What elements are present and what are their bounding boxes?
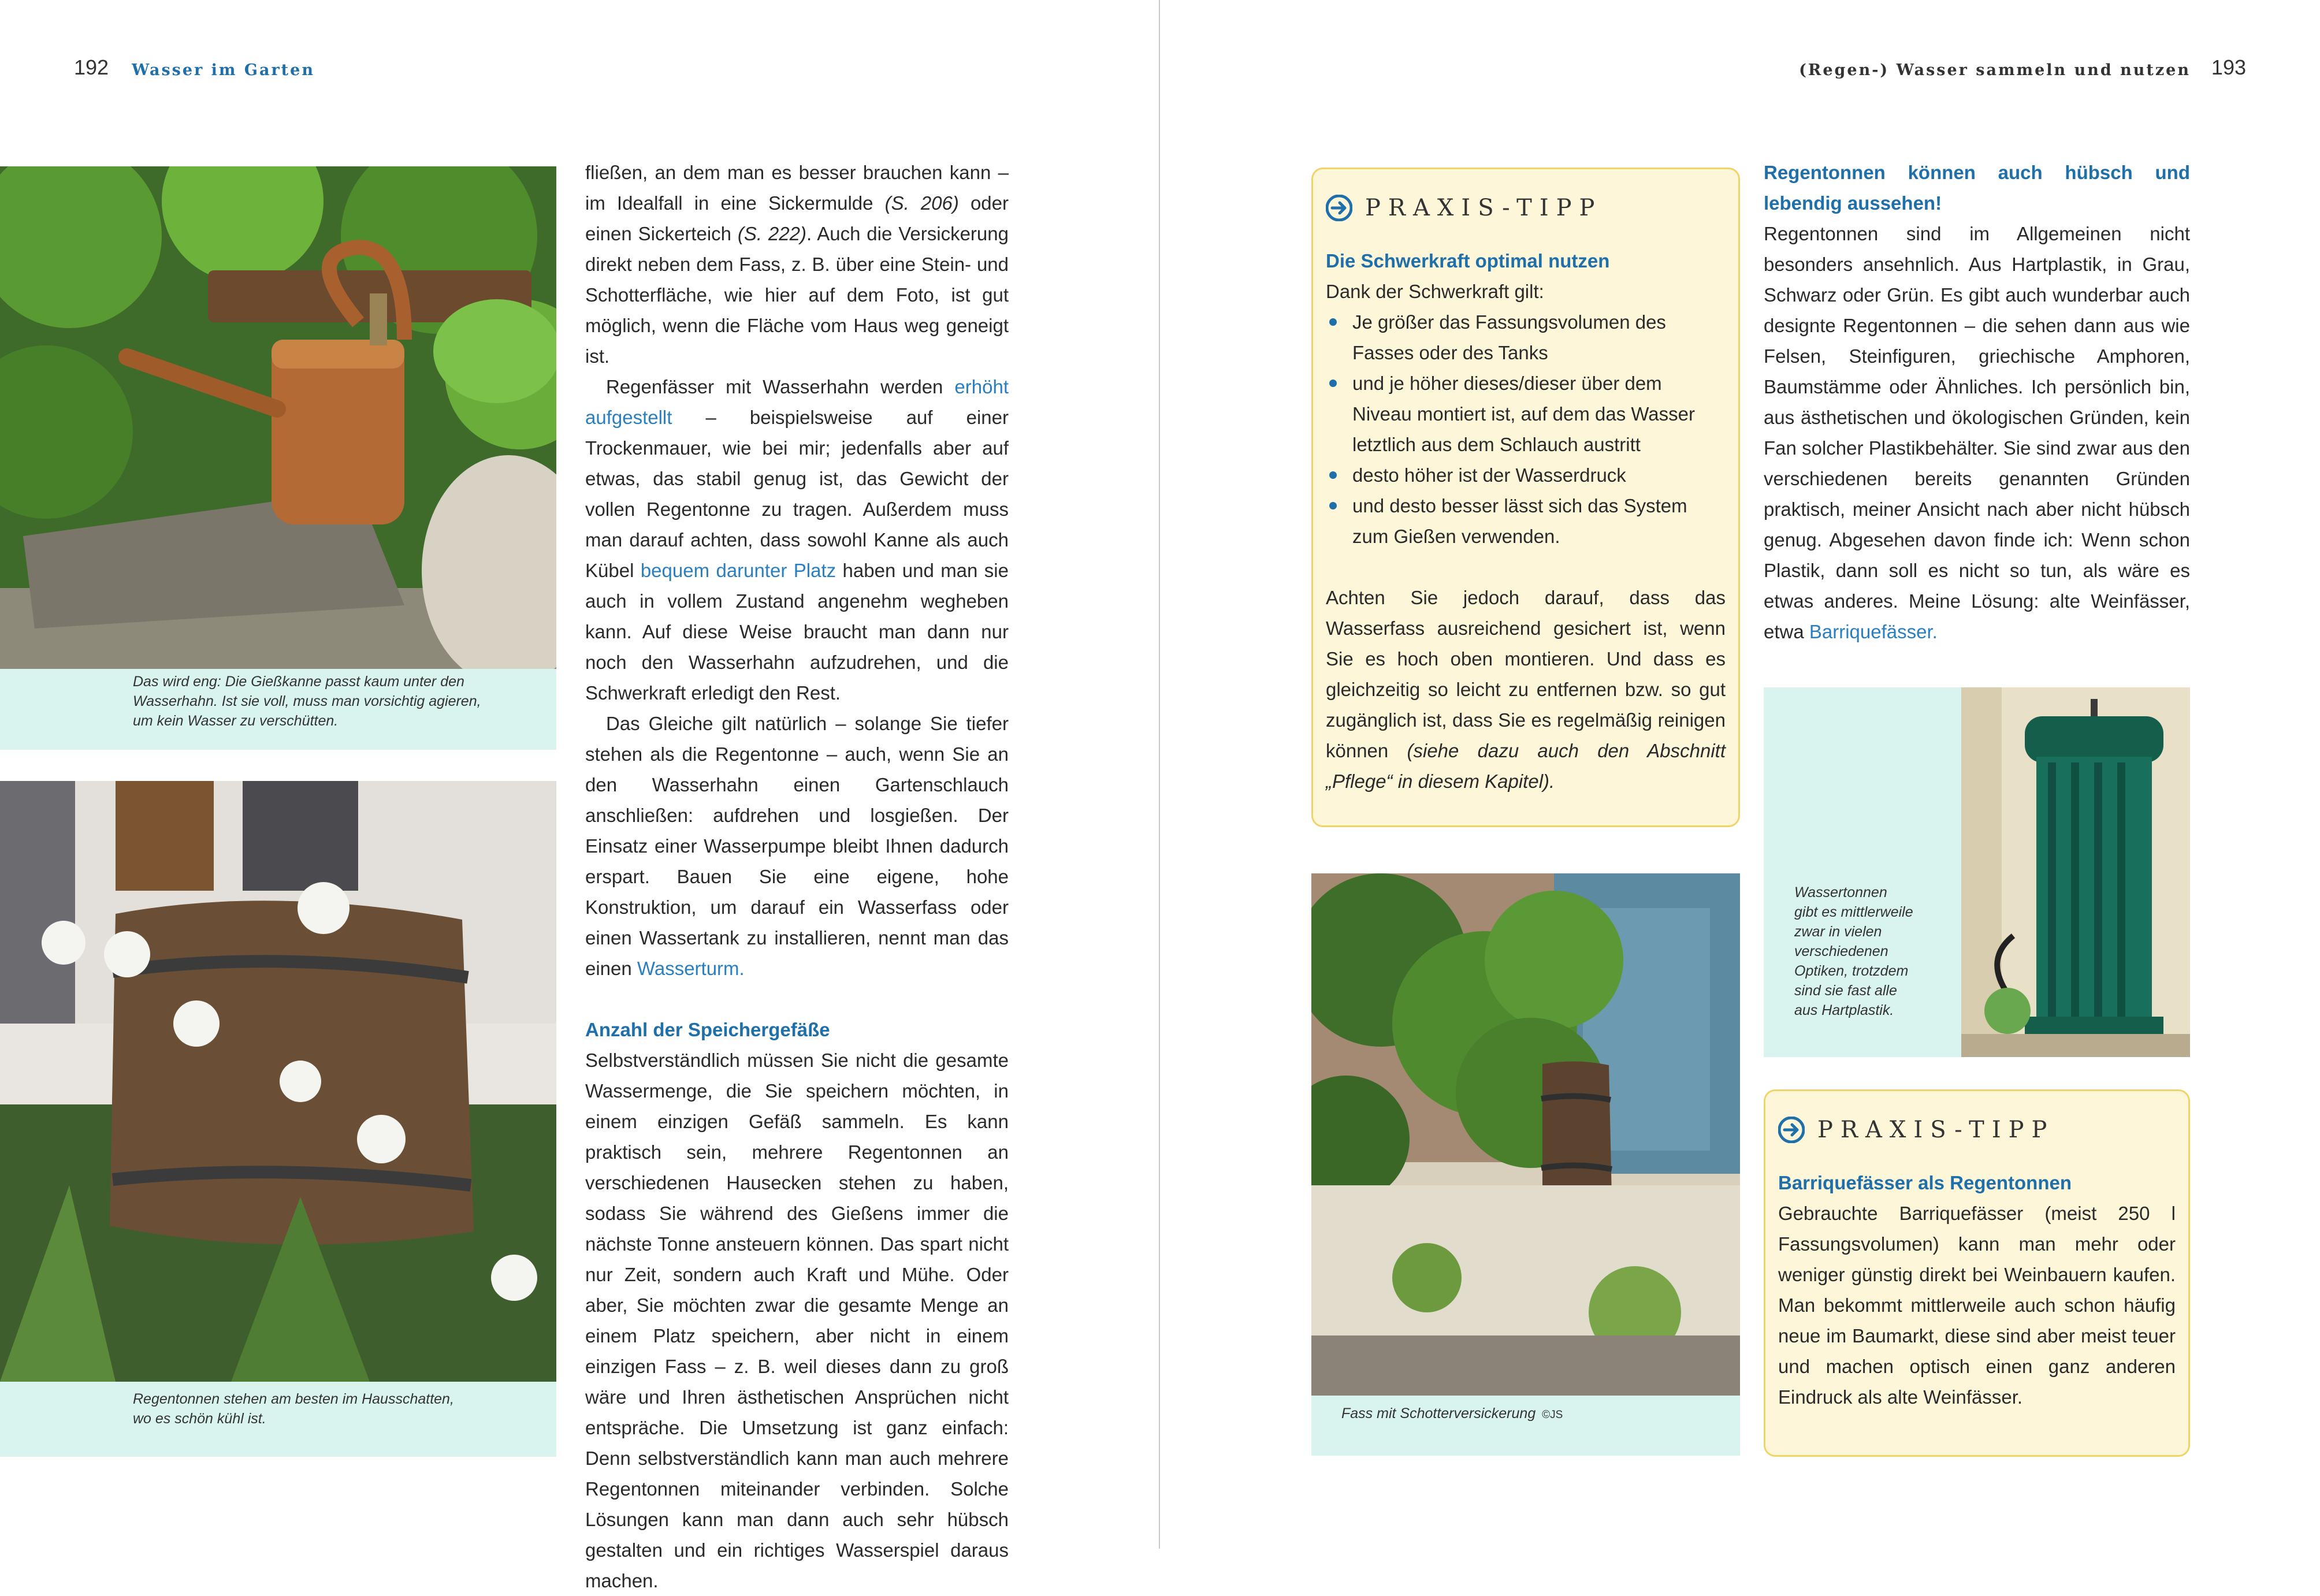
- photo-credit: ©JS: [1542, 1409, 1563, 1421]
- left-page: [0, 0, 1160, 1591]
- arrow-right-icon: [1778, 1117, 1805, 1143]
- caption-line: um kein Wasser zu verschütten.: [133, 713, 339, 729]
- photo-barrel-gravel: [1311, 873, 1740, 1396]
- tip-bullet: und je höher dieses/dieser über dem Niveau montiert ist, auf dem das Wasser letztlich aus dem Schlauch austritt: [1326, 368, 1726, 460]
- tip-title: Barriquefässer als Regentonnen: [1778, 1172, 2072, 1193]
- caption-line: wo es schön kühl ist.: [133, 1411, 266, 1427]
- caption-rain-barrel: [1794, 883, 1956, 1020]
- term-link[interactable]: bequem darunter Platz: [640, 560, 836, 581]
- tip-bullet: Je größer das Fassungsvolumen des Fasses oder des Tanks: [1326, 307, 1726, 368]
- running-head-left: Wasser im Garten: [132, 61, 315, 79]
- running-head-right: (Regen-) Wasser sammeln und nutzen: [1799, 61, 2191, 79]
- tip-intro: Dank der Schwerkraft gilt:: [1326, 281, 1544, 302]
- photo-barrel-house: [0, 781, 556, 1382]
- caption-line: Optiken, trotzdem: [1794, 963, 1909, 979]
- paragraph: Das Gleiche gilt natürlich – solange Sie tiefer stehen als die Regentonne – auch, wenn Sie an den Wasserhahn einen Gartenschlauch anschließen: aufdrehen und losgießen. Der Einsatz einer Wasserpumpe bleibt Ihnen dadurch erspart. Bauen Sie eine eigene, hohe Konstruktion, um darauf ein Wasserfass oder einen Wassertank zu installieren, nennt man das einen Wasserturm.: [585, 713, 1009, 979]
- page-number-right: 193: [2211, 55, 2246, 79]
- section-heading: Regentonnen können auch hübsch und lebendig aussehen!: [1764, 162, 2190, 214]
- tip-text: Gebrauchte Barriquefässer (meist 250 l Fassungsvolumen) kann man mehr oder weniger günstig direkt bei Weinbauern kaufen. Man bekommt mittlerweile auch schon häufig neue im Baumarkt, diese sind aber meist teuer und machen optisch einen ganz anderen Eindruck als alte Weinfässer.: [1778, 1203, 2176, 1408]
- caption-line: Regentonnen stehen am besten im Hausschatten,: [133, 1391, 454, 1407]
- praxis-tipp-box-2: [1764, 1089, 2190, 1457]
- page-reference: (S. 206): [884, 192, 959, 214]
- photo-rain-barrel: [1961, 687, 2190, 1057]
- paragraph: Regentonnen sind im Allgemeinen nicht besonders ansehnlich. Aus Hartplastik, in Grau, Schwarz oder Grün. Es gibt auch wunderbar auch designte Regentonnen – die sehen dann aus wie Felsen, Steinfiguren, griechische Amphoren, Baumstämme oder Ähnliches. Ich persönlich bin, aus ästhetischen und ökologischen Gründen, kein Fan solcher Plastikbehälter. Sie sind zwar aus den verschiedenen bereits genannten Gründen praktisch, meiner Ansicht nach aber nicht hübsch genug. Abgesehen davon finde ich: Wenn schon Plastik, dann soll es nicht so tun, als wäre es etwas anderes. Meine Lösung: alte Weinfässer, etwa Barriquefässer.: [1764, 223, 2190, 642]
- caption-line: aus Hartplastik.: [1794, 1002, 1894, 1018]
- term-link[interactable]: Wasserturm.: [637, 958, 745, 979]
- photo-rain-barrel-image: [1961, 687, 2190, 1057]
- photo-watering-can-image: [0, 166, 556, 669]
- text-column-left: [585, 157, 1009, 1596]
- caption-barrel-gravel: Fass mit Schotterversickerung ©JS: [1341, 1405, 1563, 1422]
- tip-label: PRAXIS-TIPP: [1365, 195, 1603, 221]
- caption-line: zwar in vielen: [1794, 924, 1882, 940]
- tip-body: [1778, 1167, 2176, 1412]
- term-link[interactable]: Barriquefässer.: [1809, 621, 1938, 642]
- photo-watering-can: [0, 166, 556, 669]
- caption-line: Wassertonnen: [1794, 884, 1887, 901]
- page-reference: (S. 222): [737, 223, 806, 244]
- tip-label: PRAXIS-TIPP: [1817, 1117, 2055, 1143]
- praxis-tipp-box-1: [1311, 168, 1740, 827]
- tip-body: [1326, 245, 1726, 797]
- caption-line: Wasserhahn. Ist sie voll, muss man vorsichtig agieren,: [133, 693, 481, 709]
- photo-barrel-gravel-image: [1311, 873, 1740, 1396]
- page-number-left: 192: [74, 55, 109, 79]
- paragraph: fließen, an dem man es besser brauchen kann – im Idealfall in eine Sickermulde (S. 206) oder einen Sickerteich (S. 222). Auch die Versickerung direkt neben dem Fass, z. B. über eine Stein- und Schotterfläche, wie hier auf dem Foto, ist gut möglich, wenn die Fläche vom Haus weg geneigt ist.: [585, 162, 1009, 367]
- tip-header: [1778, 1117, 2176, 1143]
- tip-bullet: desto höher ist der Wasserdruck: [1326, 460, 1726, 490]
- arrow-right-icon: [1326, 195, 1352, 221]
- caption-line: sind sie fast alle: [1794, 983, 1897, 999]
- right-page: [1160, 0, 2320, 1549]
- text-column-right: [1764, 157, 2190, 647]
- tip-bullet-list: [1326, 307, 1726, 552]
- caption-line: verschiedenen: [1794, 943, 1888, 959]
- caption-barrel-house: [133, 1389, 549, 1428]
- caption-line: Das wird eng: Die Gießkanne passt kaum unter den: [133, 674, 464, 690]
- photo-barrel-house-image: [0, 781, 556, 1382]
- tip-bullet: und desto besser lässt sich das System zum Gießen verwenden.: [1326, 490, 1726, 552]
- paragraph: Regenfässer mit Wasserhahn werden erhöht aufgestellt – beispielsweise auf einer Trockenmauer, wie bei mir; jedenfalls aber auf etwas, das stabil genug ist, das Gewicht der vollen Regentonne zu tragen. Außerdem muss man darauf achten, dass sowohl Kanne als auch Kübel bequem darunter Platz haben und man sie auch in vollem Zustand angenehm wegheben kann. Auf diese Weise braucht man dann nur noch den Wasserhahn aufzudrehen, und die Schwerkraft erledigt den Rest.: [585, 376, 1009, 704]
- term-link[interactable]: erhöht aufgestellt: [585, 376, 1009, 428]
- caption-watering-can: [133, 672, 549, 731]
- tip-title: Die Schwerkraft optimal nutzen: [1326, 250, 1610, 271]
- tip-outro: Achten Sie jedoch darauf, dass das Wasserfass ausreichend gesichert ist, wenn Sie es hoch oben montieren. Und dass es gleichzeitig so leicht zu entfernen bzw. so gut zugänglich ist, dass Sie es regelmäßig reinigen können (siehe dazu auch den Abschnitt „Pflege“ in diesem Kapitel).: [1326, 587, 1726, 792]
- tip-header: [1326, 195, 1726, 221]
- section-heading: Anzahl der Speichergefäße: [585, 1019, 830, 1040]
- paragraph: Selbstverständlich müssen Sie nicht die gesamte Wassermenge, die Sie speichern möchten, in einem einzigen Gefäß sammeln. Es kann praktisch sein, mehrere Regentonnen an verschiedenen Hausecken stehen zu haben, sodass Sie während des Gießens immer die nächste Tonne ansteuern können. Das spart nicht nur Zeit, sondern auch Kraft und Mühe. Oder aber, Sie möchten zwar die gesamte Menge an einem Platz speichern, aber nicht in einem einzigen Fass – z. B. weil dieses dann zu groß wäre und Ihren ästhetischen Ansprüchen nicht entspräche. Die Umsetzung ist ganz einfach: Denn selbstverständlich kann man auch mehrere Regentonnen miteinander verbinden. Solche Lösungen kann man dann auch sehr hübsch gestalten und ein richtiges Wasserspiel daraus machen.: [585, 1050, 1009, 1591]
- caption-line: gibt es mittlerweile: [1794, 904, 1913, 920]
